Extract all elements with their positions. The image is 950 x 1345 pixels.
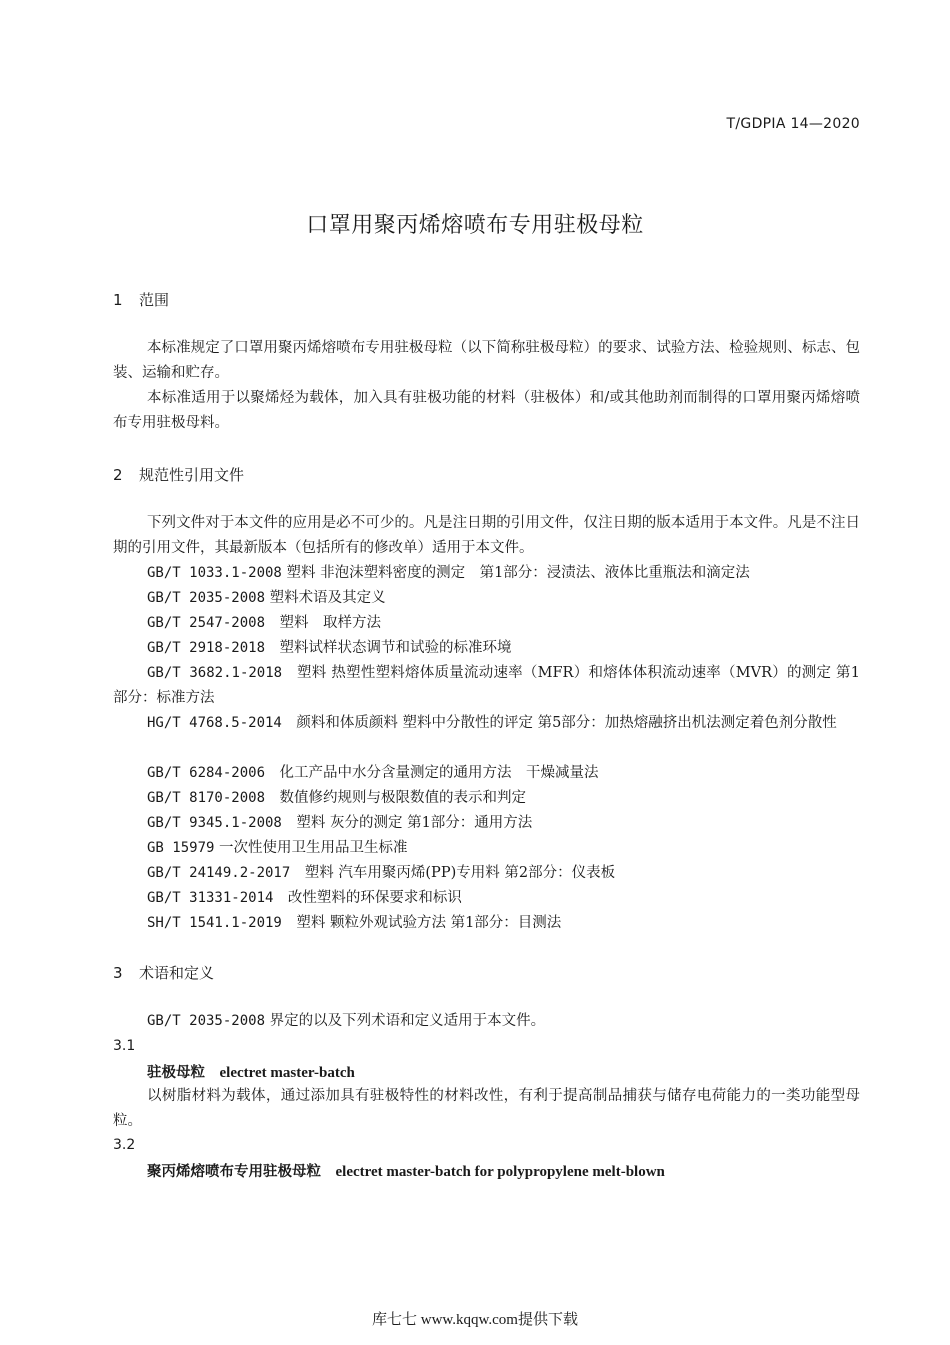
reference-code: GB/T 31331-2014 bbox=[147, 890, 274, 906]
reference-item bbox=[113, 636, 860, 661]
reference-item bbox=[113, 586, 860, 611]
reference-title: 塑料 热塑性塑料熔体质量流动速率（MFR）和熔体体积流动速率（MVR）的测定 第1部分：标准方法 bbox=[113, 665, 860, 706]
reference-title: 数值修约规则与极限数值的表示和判定 bbox=[265, 790, 527, 806]
term-definition: 以树脂材料为载体，通过添加具有驻极特性的材料改性，有利于提高制品捕获与储存电荷能力的一类功能型母粒。 bbox=[113, 1088, 860, 1129]
reference-title: 塑料 非泡沫塑料密度的测定 第1部分：浸渍法、液体比重瓶法和滴定法 bbox=[281, 565, 750, 581]
reference-item bbox=[113, 611, 860, 636]
section-heading-scope bbox=[113, 289, 169, 310]
reference-item bbox=[113, 761, 860, 786]
reference-title: 一次性使用卫生用品卫生标准 bbox=[214, 840, 408, 856]
clause-number: 3.1 bbox=[113, 1038, 136, 1054]
section-title: 规范性引用文件 bbox=[139, 466, 245, 484]
section-title: 范围 bbox=[139, 291, 170, 309]
section-heading-normative-refs bbox=[113, 464, 244, 485]
reference-item bbox=[113, 711, 860, 736]
terms-intro-paragraph bbox=[113, 1009, 860, 1034]
reference-item bbox=[113, 811, 860, 836]
reference-title: 塑料 汽车用聚丙烯(PP)专用料 第2部分：仪表板 bbox=[290, 865, 616, 881]
reference-code: GB/T 2918-2018 bbox=[147, 640, 266, 656]
footer-download-notice: 库七七 www.kqqw.com提供下载 bbox=[372, 1312, 578, 1328]
term-chinese: 聚丙烯熔喷布专用驻极母粒 bbox=[147, 1164, 321, 1180]
terms-intro-text: 界定的以及下列术语和定义适用于本文件。 bbox=[265, 1013, 546, 1029]
reference-item bbox=[113, 661, 860, 711]
term-entry bbox=[147, 1061, 355, 1082]
reference-code: GB/T 1033.1-2008 bbox=[147, 565, 282, 581]
reference-item bbox=[113, 886, 860, 911]
reference-title: 化工产品中水分含量测定的通用方法 干燥减量法 bbox=[265, 765, 599, 781]
reference-code: GB 15979 bbox=[147, 840, 215, 856]
term-english: electret master-batch for polypropylene melt-blown bbox=[335, 1164, 665, 1180]
scope-paragraph: 本标准规定了口罩用聚丙烯熔喷布专用驻极母粒（以下简称驻极母粒）的要求、试验方法、检验规则、标志、包装、运输和贮存。 bbox=[113, 340, 860, 381]
reference-code: GB/T 24149.2-2017 bbox=[147, 865, 291, 881]
reference-code: HG/T 4768.5-2014 bbox=[147, 715, 282, 731]
term-chinese: 驻极母粒 bbox=[147, 1065, 205, 1081]
reference-title: 塑料 取样方法 bbox=[265, 615, 382, 631]
reference-item bbox=[113, 861, 860, 886]
term-entry bbox=[147, 1160, 665, 1181]
reference-code: GB/T 6284-2006 bbox=[147, 765, 266, 781]
refs-intro-paragraph: 下列文件对于本文件的应用是必不可少的。凡是注日期的引用文件，仅注日期的版本适用于本文件。凡是不注日期的引用文件，其最新版本（包括所有的修改单）适用于本文件。 bbox=[113, 515, 860, 556]
reference-title: 改性塑料的环保要求和标识 bbox=[273, 890, 462, 906]
reference-title: 塑料试样状态调节和试验的标准环境 bbox=[265, 640, 512, 656]
reference-title: 颜料和体质颜料 塑料中分散性的评定 第5部分：加热熔融挤出机法测定着色剂分散性 bbox=[281, 715, 837, 731]
reference-title: 塑料术语及其定义 bbox=[265, 590, 386, 606]
reference-code: GB/T 3682.1-2018 bbox=[147, 665, 283, 681]
reference-code: GB/T 2547-2008 bbox=[147, 615, 266, 631]
reference-title: 塑料 颗粒外观试验方法 第1部分：目测法 bbox=[281, 915, 562, 931]
reference-code: GB/T 2035-2008 bbox=[147, 590, 266, 606]
reference-code: GB/T 2035-2008 bbox=[147, 1013, 266, 1029]
scope-paragraph: 本标准适用于以聚烯烃为载体，加入具有驻极功能的材料（驻极体）和/或其他助剂而制得的口罩用聚丙烯熔喷布专用驻极母料。 bbox=[113, 390, 860, 431]
reference-item bbox=[113, 836, 860, 861]
standard-code: T/GDPIA 14—2020 bbox=[726, 116, 860, 132]
clause-number: 3.2 bbox=[113, 1137, 136, 1153]
reference-item bbox=[113, 911, 860, 936]
section-number: 2 bbox=[113, 466, 123, 484]
reference-code: GB/T 9345.1-2008 bbox=[147, 815, 282, 831]
reference-code: GB/T 8170-2008 bbox=[147, 790, 266, 806]
reference-code: SH/T 1541.1-2019 bbox=[147, 915, 282, 931]
section-number: 1 bbox=[113, 291, 123, 309]
section-number: 3 bbox=[113, 964, 123, 982]
document-title: 口罩用聚丙烯熔喷布专用驻极母粒 bbox=[306, 213, 644, 238]
reference-title: 塑料 灰分的测定 第1部分：通用方法 bbox=[281, 815, 533, 831]
section-heading-terms bbox=[113, 962, 214, 983]
section-title: 术语和定义 bbox=[139, 964, 215, 982]
reference-item bbox=[113, 786, 860, 811]
reference-item bbox=[113, 561, 860, 586]
term-english: electret master-batch bbox=[219, 1065, 355, 1081]
